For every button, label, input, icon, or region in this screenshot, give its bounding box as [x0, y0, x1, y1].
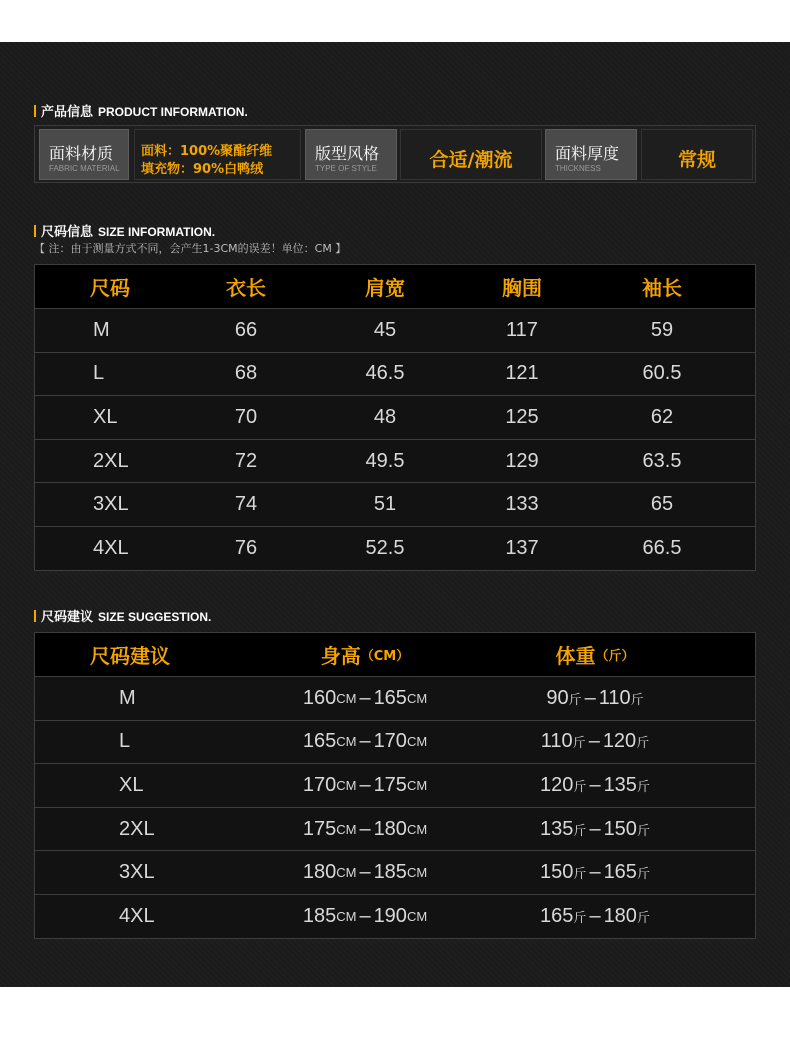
heading-accent-bar	[34, 610, 36, 622]
size-table	[34, 264, 756, 571]
measurement-note: 【 注：由于测量方式不同，会产生1-3CM的误差！单位：CM 】	[34, 242, 347, 255]
fabric-value	[134, 129, 301, 180]
cell-chest: 129	[505, 449, 539, 472]
height-unit: CM	[336, 821, 357, 837]
header-sleeve: 袖长	[642, 276, 682, 300]
fabric-label-en: FABRIC MATERIAL	[49, 164, 120, 173]
range-dash: –	[589, 773, 601, 796]
cell-weight-range	[525, 721, 665, 764]
table-row	[35, 721, 755, 765]
range-dash: –	[359, 817, 371, 840]
weight-unit: 斤	[636, 909, 650, 925]
cell-shoulder: 51	[373, 493, 397, 516]
cell-chest: 121	[505, 362, 539, 385]
cell-weight-range	[525, 895, 665, 938]
cell-height-range	[285, 721, 445, 764]
height-max: 180	[373, 817, 407, 840]
header-suggest-size: 尺码建议	[90, 644, 170, 668]
cell-sleeve: 65	[650, 493, 674, 516]
header-weight-label: 体重	[555, 644, 596, 668]
thickness-label-en: THICKNESS	[555, 164, 601, 173]
height-unit: CM	[336, 690, 357, 706]
product-info-row	[34, 125, 756, 183]
cell-size: 4XL	[93, 536, 129, 559]
weight-unit: 斤	[573, 866, 587, 882]
cell-size: M	[93, 318, 110, 341]
header-chest: 胸围	[502, 276, 542, 300]
size-info-heading-en: SIZE INFORMATION.	[98, 225, 216, 239]
cell-shoulder: 52.5	[365, 536, 405, 559]
header-weight	[525, 633, 665, 676]
cell-sleeve: 62	[650, 405, 674, 428]
weight-unit: 斤	[573, 822, 587, 838]
height-min: 170	[302, 773, 337, 796]
cell-weight-range	[525, 851, 665, 894]
cell-chest: 125	[505, 405, 539, 428]
fabric-label-zh: 面料材质	[49, 144, 114, 163]
weight-unit: 斤	[568, 691, 582, 707]
cell-chest: 117	[506, 318, 538, 341]
range-dash: –	[359, 686, 371, 709]
cell-height-range	[285, 895, 445, 938]
size-table-header	[35, 265, 755, 309]
cell-length: 76	[234, 536, 258, 559]
weight-unit: 斤	[572, 735, 586, 751]
range-dash: –	[589, 817, 601, 840]
range-dash: –	[359, 861, 371, 884]
header-height-unit: （CM）	[360, 649, 410, 664]
range-dash: –	[588, 730, 600, 753]
weight-unit: 斤	[636, 778, 650, 794]
header-size: 尺码	[90, 276, 130, 300]
range-dash: –	[359, 904, 371, 927]
height-unit: CM	[336, 734, 357, 750]
table-row	[35, 396, 755, 440]
header-shoulder: 肩宽	[365, 276, 405, 300]
height-unit: CM	[336, 777, 357, 793]
table-row	[35, 895, 755, 938]
weight-unit: 斤	[636, 822, 650, 838]
style-label-zh: 版型风格	[315, 144, 380, 163]
cell-suggest-size: M	[119, 686, 136, 709]
style-label	[305, 129, 397, 180]
cell-suggest-size: XL	[119, 773, 144, 796]
cell-length: 70	[234, 405, 258, 428]
size-info-heading-zh: 尺码信息	[41, 225, 94, 240]
cell-length: 74	[234, 493, 258, 516]
height-min: 160	[302, 686, 337, 709]
product-info-heading	[34, 101, 248, 120]
cell-suggest-size: 3XL	[119, 861, 155, 884]
cell-size: 3XL	[93, 493, 129, 516]
header-height	[285, 633, 445, 676]
weight-max: 110	[598, 686, 631, 709]
height-unit: CM	[336, 908, 357, 924]
size-suggestion-table	[34, 632, 756, 939]
height-unit: CM	[406, 821, 428, 837]
weight-min: 110	[540, 730, 573, 753]
cell-suggest-size: 2XL	[119, 817, 155, 840]
cell-shoulder: 45	[373, 318, 397, 341]
range-dash: –	[589, 861, 601, 884]
height-unit: CM	[406, 777, 428, 793]
height-min: 185	[302, 904, 337, 927]
weight-unit: 斤	[630, 691, 644, 707]
weight-max: 180	[603, 904, 637, 927]
cell-height-range	[285, 808, 445, 851]
cell-chest: 137	[505, 536, 539, 559]
height-unit: CM	[336, 865, 357, 881]
cell-weight-range	[525, 764, 665, 807]
cell-height-range	[285, 851, 445, 894]
cell-weight-range	[525, 677, 665, 720]
cell-sleeve: 60.5	[642, 362, 682, 385]
range-dash: –	[359, 730, 371, 753]
thickness-value-text: 常规	[677, 149, 716, 171]
cell-length: 72	[234, 449, 258, 472]
height-max: 170	[373, 730, 407, 753]
cell-sleeve: 66.5	[642, 536, 682, 559]
thickness-label	[545, 129, 637, 180]
height-unit: CM	[406, 865, 428, 881]
table-row	[35, 483, 755, 527]
height-max: 190	[373, 904, 407, 927]
weight-min: 135	[540, 817, 574, 840]
cell-suggest-size: L	[119, 730, 131, 753]
style-label-en: TYPE OF STYLE	[315, 164, 377, 173]
product-info-heading-en: PRODUCT INFORMATION.	[98, 105, 248, 119]
weight-min: 120	[540, 773, 574, 796]
size-suggestion-heading-zh: 尺码建议	[41, 610, 94, 625]
height-min: 175	[302, 817, 337, 840]
table-row	[35, 309, 755, 353]
thickness-value	[641, 129, 753, 180]
table-row	[35, 764, 755, 808]
fabric-value-line-1: 面料：100%聚酯纤维	[141, 144, 273, 159]
weight-max: 135	[603, 773, 637, 796]
weight-unit: 斤	[573, 778, 587, 794]
cell-shoulder: 49.5	[365, 449, 405, 472]
header-height-label: 身高	[320, 644, 361, 668]
cell-shoulder: 46.5	[365, 362, 405, 385]
heading-accent-bar	[34, 105, 36, 117]
cell-height-range	[285, 764, 445, 807]
header-weight-unit: （斤）	[595, 649, 635, 664]
product-info-heading-zh: 产品信息	[41, 105, 94, 120]
weight-min: 165	[540, 904, 574, 927]
cell-length: 66	[234, 318, 258, 341]
heading-accent-bar	[34, 225, 36, 237]
height-max: 185	[373, 861, 407, 884]
table-row	[35, 527, 755, 570]
range-dash: –	[584, 686, 596, 709]
weight-unit: 斤	[573, 909, 587, 925]
cell-height-range	[285, 677, 445, 720]
cell-sleeve: 63.5	[642, 449, 682, 472]
height-max: 165	[373, 686, 407, 709]
size-suggestion-heading	[34, 606, 211, 625]
cell-weight-range	[525, 808, 665, 851]
thickness-label-zh: 面料厚度	[555, 144, 620, 163]
table-row	[35, 353, 755, 397]
cell-size: XL	[93, 405, 118, 428]
height-min: 180	[302, 861, 337, 884]
cell-shoulder: 48	[373, 405, 397, 428]
cell-chest: 133	[505, 493, 539, 516]
header-length: 衣长	[226, 276, 266, 300]
table-row	[35, 808, 755, 852]
fabric-value-line-2: 填充物：90%白鸭绒	[141, 162, 264, 177]
weight-unit: 斤	[636, 735, 650, 751]
size-suggestion-heading-en: SIZE SUGGESTION.	[98, 610, 212, 624]
weight-max: 150	[603, 817, 637, 840]
cell-size: L	[93, 362, 105, 385]
cell-sleeve: 59	[650, 318, 674, 341]
weight-min: 150	[540, 861, 574, 884]
height-unit: CM	[406, 734, 428, 750]
table-row	[35, 851, 755, 895]
weight-min: 90	[546, 686, 569, 709]
cell-size: 2XL	[93, 449, 129, 472]
cell-length: 68	[234, 362, 258, 385]
weight-max: 165	[603, 861, 637, 884]
range-dash: –	[359, 773, 371, 796]
weight-max: 120	[602, 730, 637, 753]
height-unit: CM	[406, 908, 428, 924]
cell-suggest-size: 4XL	[119, 904, 155, 927]
range-dash: –	[589, 904, 601, 927]
style-value	[400, 129, 542, 180]
size-info-heading	[34, 221, 215, 240]
style-value-text: 合适/潮流	[429, 149, 513, 171]
table-row	[35, 677, 755, 721]
height-min: 165	[302, 730, 337, 753]
height-unit: CM	[406, 690, 428, 706]
fabric-label	[39, 129, 129, 180]
table-row	[35, 440, 755, 484]
weight-unit: 斤	[636, 866, 650, 882]
height-max: 175	[373, 773, 407, 796]
suggestion-table-header	[35, 633, 755, 677]
